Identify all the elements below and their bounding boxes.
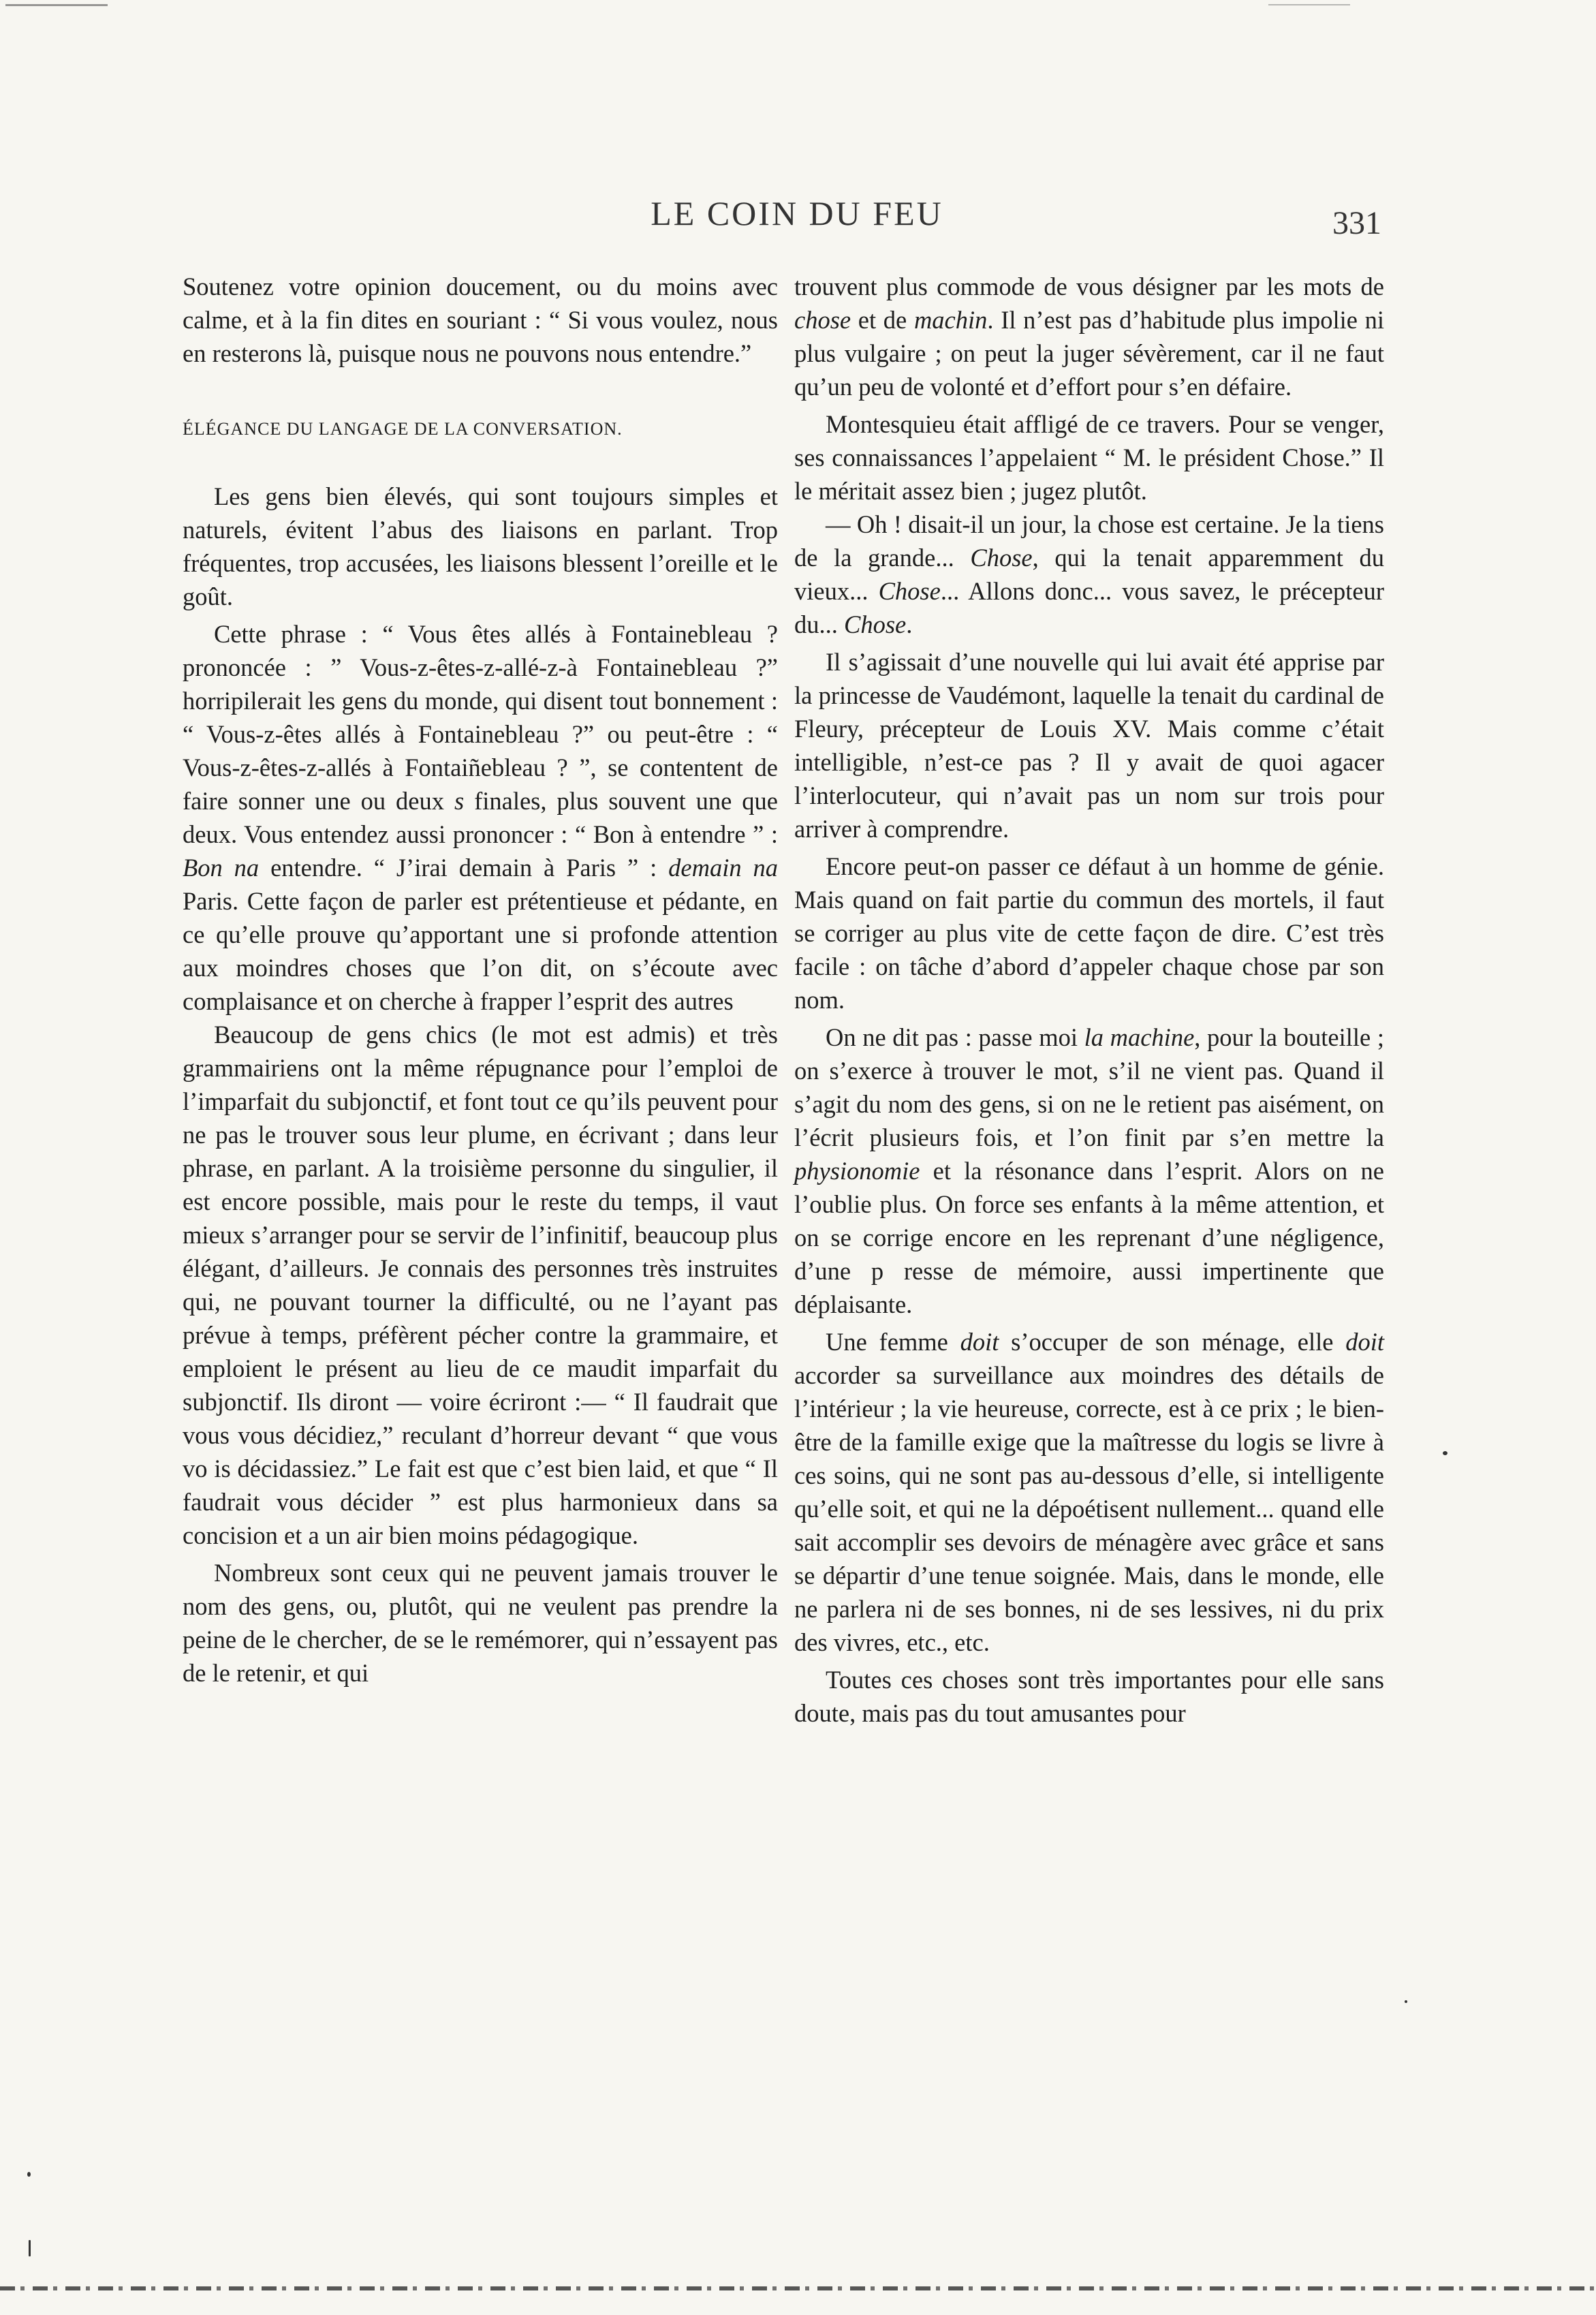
text-run: ... Allons donc... vous savez, le précepteur du... xyxy=(794,577,1384,638)
italic-text: Chose xyxy=(844,610,907,638)
text-run: , qui la tenait apparemment du vieux... xyxy=(794,544,1384,605)
page-number: 331 xyxy=(1332,205,1381,241)
text-run: . xyxy=(906,610,913,638)
italic-text: demain na xyxy=(668,854,778,882)
text-run: finales, plus souvent une que deux. Vous entendez aussi prononcer : “ Bon à entendre ” : xyxy=(183,787,778,848)
text-run: accorder sa surveillance aux moindres des détails de l’intérieur ; la vie heureuse, correcte, est à ce prix ; le bien-être de la famille exige que la maîtresse du logis se livre à ces soins, qui ne sont pas au-dessous d’elle, si intelligente qu’elle soit, et qui ne la dépoétisent nullement... quand elle sait accomplir ses devoirs de ménagère avec grâce et sans se départir d’une tenue soignée. Mais, dans le monde, elle ne parlera ni de ses bonnes, ni de ses lessives, ni du prix des vivres, etc., etc. xyxy=(794,1361,1384,1656)
text-run: entendre. “ J’irai demain à Paris ” : xyxy=(259,854,669,882)
paragraph: Les gens bien élevés, qui sont toujours simples et naturels, évitent l’abus des liaisons en parlant. Trop fréquentes, trop accusées, les liaisons blessent l’oreille et le goût. xyxy=(183,482,778,610)
text-run: trouvent plus commode de vous désigner par les mots de xyxy=(794,273,1384,300)
text-run: Une femme xyxy=(826,1328,960,1356)
paragraph xyxy=(794,1021,1384,1321)
italic-text: s xyxy=(454,787,465,815)
ink-speck xyxy=(29,2240,31,2256)
paragraph: Encore peut-on passer ce défaut à un homme de génie. Mais quand on fait partie du commun des mortels, il faut se corriger au plus vite de cette façon de dire. C’est très facile : on tâche d’abord d’appeler chaque chose par son nom. xyxy=(794,852,1384,1014)
italic-text: chose xyxy=(794,306,851,334)
text-run: et de xyxy=(851,306,914,334)
text-run: Cette phrase : “ Vous êtes allés à Fontainebleau ? prononcée : ” Vous-z-êtes-z-allé-z-à Fontainebleau ?” horripilerait les gens du monde, qui disent tout bonnement : “ Vous-z-êtes allés à Fontainebleau ?” ou peut-être : “ Vous-z-êtes-z-allés à Fontaiñebleau ? ”, se contentent de faire sonner une ou deux xyxy=(183,620,778,815)
italic-text: doit xyxy=(960,1328,999,1356)
ink-speck xyxy=(1443,1451,1448,1455)
text-run: et la résonance dans l’esprit. Alors on ne l’oublie plus. On force ses enfants à la même attention, et on se corrige encore en les reprenant d’une négligence, d’une p resse de mémoire, aussi impertinente que déplaisante. xyxy=(794,1157,1384,1318)
italic-text: Bon na xyxy=(183,854,260,882)
text-run: Paris. Cette façon de parler est prétentieuse et pédante, en ce qu’elle prouve qu’apportant une si profonde attention aux moindres choses que l’on dit, on s’écoute avec complaisance et on cherche à frapper l’esprit des autres xyxy=(183,887,778,1015)
italic-text: machin xyxy=(913,306,988,334)
italic-text: Chose xyxy=(970,544,1033,572)
italic-text: Chose xyxy=(878,577,941,605)
bottom-edge-mark xyxy=(0,2286,1596,2290)
paragraph xyxy=(794,1325,1384,1659)
text-run: s’occuper de son ménage, elle xyxy=(999,1328,1346,1356)
right-column xyxy=(794,270,1384,1730)
running-title: LE COIN DU FEU xyxy=(651,194,943,232)
paragraph: Toutes ces choses sont très importantes pour elle sans doute, mais pas du tout amusantes pour xyxy=(794,1666,1384,1727)
text-run: , pour la bouteille ; on s’exerce à trouver le mot, s’il ne vient pas. Quand il s’agit du nom des gens, si on ne le retient pas aisément, on l’écrit plusieurs fois, et l’on finit par s’en mettre la xyxy=(794,1023,1385,1151)
left-column xyxy=(183,270,778,1690)
ink-speck xyxy=(1405,2000,1407,2003)
text-run: — Oh ! disait-il un jour, la chose est certaine. Je la tiens de la grande... xyxy=(794,510,1384,572)
paragraph xyxy=(794,508,1384,641)
italic-text: la machine xyxy=(1084,1023,1195,1051)
ink-speck xyxy=(27,2172,31,2177)
italic-text: doit xyxy=(1345,1328,1384,1356)
paragraph xyxy=(794,270,1384,403)
paragraph xyxy=(183,617,778,1018)
text-run: On ne dit pas : passe moi xyxy=(826,1023,1084,1051)
paragraph: Il s’agissait d’une nouvelle qui lui avait été apprise par la princesse de Vaudémont, laquelle la tenait du cardinal de Fleury, précepteur de Louis XV. Mais comme c’était intelligible, n’est-ce pas ? Il y avait de quoi agacer l’interlocuteur, qui n’avait pas un nom sur trois pour arriver à comprendre. xyxy=(794,648,1384,843)
text-run: . Il n’est pas d’habitude plus impolie ni plus vulgaire ; on peut la juger sévèrement, car il ne faut qu’un peu de volonté et d’effort pour s’en défaire. xyxy=(794,306,1384,401)
paragraph: Montesquieu était affligé de ce travers. Pour se venger, ses connaissances l’appelaient “ M. le président Chose.” Il le méritait assez bien ; jugez plutôt. xyxy=(794,410,1384,505)
paragraph: Beaucoup de gens chics (le mot est admis) et très grammairiens ont la même répugnance pour l’emploi de l’imparfait du subjonctif, et font tout ce qu’ils peuvent pour ne pas le trouver sous leur plume, en écrivant ; dans leur phrase, en parlant. A la troisième personne du singulier, il est encore possible, mais pour le reste du temps, il vaut mieux s’arranger pour se servir de l’infinitif, beaucoup plus élégant, d’ailleurs. Je connais des personnes très instruites qui, ne pouvant tourner la difficulté, ou ne l’ayant pas prévue à temps, préfèrent pécher contre la grammaire, et emploient le présent au lieu de ce maudit imparfait du subjonctif. Ils diront — voire écriront :— “ Il faudrait que vous vous décidiez,” reculant d’horreur devant “ que vous vo is décidassiez.” Le fait est que c’est bien laid, et que “ Il faudrait vous décider ” est plus harmonieux dans sa concision et a un air bien moins pédagogique. xyxy=(183,1021,778,1549)
top-edge-mark-left xyxy=(5,4,108,6)
top-edge-mark-right xyxy=(1268,4,1350,5)
italic-text: physionomie xyxy=(794,1157,920,1185)
paragraph: Soutenez votre opinion doucement, ou du moins avec calme, et à la fin dites en souriant : “ Si vous voulez, nous en resterons là, puisque nous ne pouvons nous entendre.” xyxy=(183,273,778,367)
section-heading: ÉLÉGANCE DU LANGAGE DE LA CONVERSATION. xyxy=(183,419,623,439)
paragraph: Nombreux sont ceux qui ne peuvent jamais trouver le nom des gens, ou, plutôt, qui ne veulent pas prendre la peine de le chercher, de se le remémorer, qui n’essayent pas de le retenir, et qui xyxy=(183,1559,778,1687)
